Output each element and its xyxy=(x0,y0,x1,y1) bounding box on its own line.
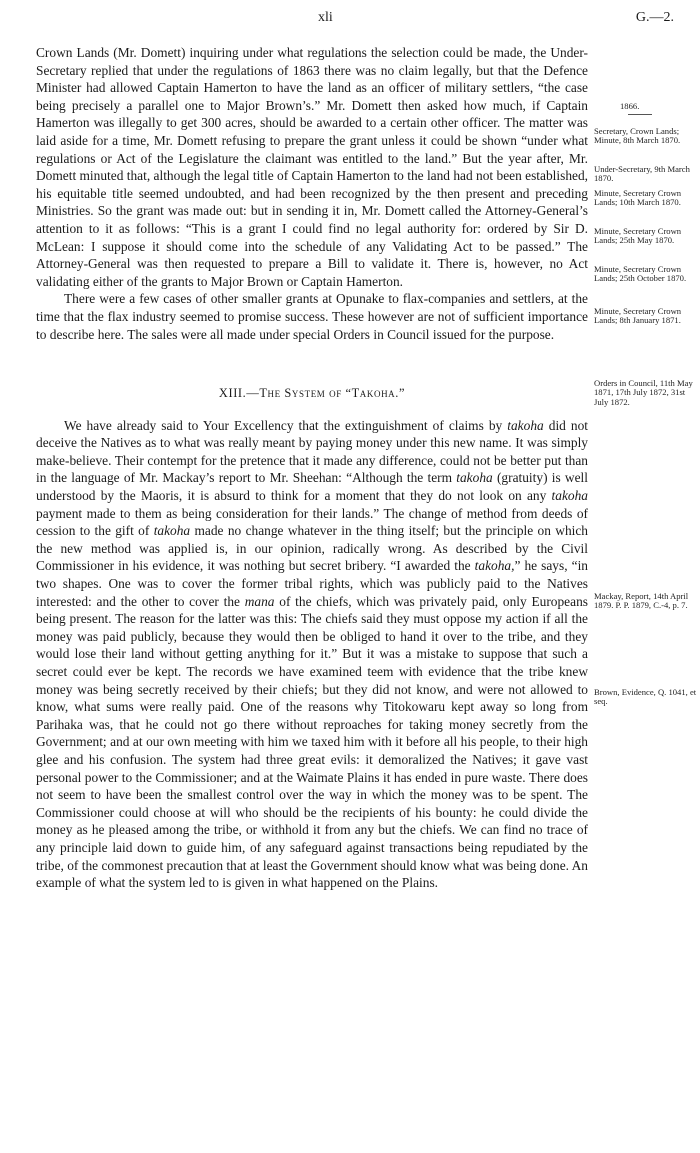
margin-note: Secretary, Crown Lands; Minute, 8th March 1870. xyxy=(594,126,681,146)
margin-note: Minute, Secretary Crown Lands; 25th October 1870. xyxy=(594,264,687,284)
margin-note: Brown, Evidence, Q. 1041, et seq. xyxy=(594,687,697,707)
margin-note: Mackay, Report, 14th April 1879. P. P. 1879, C.-4, p. 7. xyxy=(594,591,689,611)
margin-note: Minute, Secretary Crown Lands; 25th May 1870. xyxy=(594,226,682,246)
section-numeral: XIII.— xyxy=(218,386,260,401)
paragraph-takoha-system: We have already said to Your Excellency that the extinguishment of claims by takoha did not deceive the Natives as to what was really meant by paying money under this new name. It was simply make-believe. Their contempt for the pretence that it made any difference, could not be better put than in the language of Mr. Mackay’s report to Mr. Sheehan: “Although the term takoha (gratuity) is well understood by the Maoris, it is absurd to think for a moment that they do not look on any takoha payment made to them as being consideration for their lands.” The change of method from deeds of cession to the gift of takoha made no change whatever in the thing itself; but the principle on which the new method was applied is, in our opinion, radically wrong. As described by the Civil Commissioner in his evidence, it was nothing but secret bribery. “I awarded the takoha,” he says, “in two shapes. One was to cover the former tribal rights, which was publicly paid to the Natives interested: and the other to cover the mana of the chiefs, which was privately paid, only Europeans being present. The reason for the latter was this: The chiefs said they must oppose my action if all the money was paid publicly, because they would then be obliged to hand it over to the tribe, and they would lose their land without getting anything for it.” But it was a mistake to suppose that such a secret could ever be kept. The records we have examined teem with evidence that the tribe knew money was being secretly received by their chiefs; but they did not know, and were not allowed to know, what sums were really paid. One of the reasons why Titokowaru kept away so long from Parihaka was, that he could not go there without reproaches for taking money secretly from the Government; and at our own meeting with him we taxed him with it before all his people, to their high glee and his confusion. The system had three great evils: it demoralized the Natives; it gave vast personal power to the Commissioner; and at the Waimate Plains it has ended in pure waste. There does not seem to have been the smallest control over the way in which the money was to be spent. The Commissioner could choose at will who should be the recipients of his bounty: he could divide the money as he pleased among the tribe, or withhold it from any but the chiefs. We can find no trace of any principle laid down to guide him, of any safeguard against transactions being repudiated by the tribe, of the commonest precaution that at least the Government should know what was being done. An example of what the system led to is given in what happened on the Plains. xyxy=(36,417,589,891)
margin-note: Orders in Council, 11th May 1871, 17th July 1872, 31st July 1872. xyxy=(594,378,693,407)
paragraph-opunake-grants: There were a few cases of other smaller grants at Opunake to flax-companies and settlers, at the time that the flax industry seemed to promise success. These however are not of sufficient importance to describe here. The sales were all made under special Orders in Council issued for the purpose. xyxy=(36,291,588,342)
margin-note: 1866. xyxy=(620,102,700,115)
margin-note: Minute, Secretary Crown Lands; 10th March 1870. xyxy=(594,188,682,208)
main-text xyxy=(36,44,588,892)
margin-notes xyxy=(594,0,698,1153)
page-number: xli xyxy=(318,10,333,25)
paragraph-hamerton-grant: Crown Lands (Mr. Domett) inquiring under what regulations the selection could be made, the Under-Secretary replied that under the regulations of 1863 there was no claim legally, but that the Defence Minister had allowed Captain Hamerton to have the land as an officer of military settlers, “the case being precisely a parallel one to Major Brown’s.” Mr. Domett then asked how much, if Captain Hamerton was illegally to get 300 acres, should be awarded to a certain other officer. The matter was laid aside for a time, Mr. Domett refusing to prepare the grant unless it could be shown “under what regulations or Act of the Legislature the claimant was entitled to the land.” But the year after, Mr. Domett minuted that, although the legal title of Captain Hamerton to the land had not been established, his equitable title seemed undoubted, and had been recognized by the then present and preceding Ministries. So the grant was made out: but in sending it in, Mr. Domett called the Attorney-General’s attention to it as follows: “This is a grant I could find no legal authority for: ordered by Sir D. McLean: I suppose it should come into the schedule of any Validating Act to be passed.” The Attorney-General was then requested to prepare a Bill to validate it. There is, however, no Act validating either of the grants to Major Brown or Captain Hamerton. xyxy=(36,45,588,289)
paper-reference: G.—2. xyxy=(635,10,674,25)
section-heading xyxy=(36,385,588,403)
margin-note: Minute, Secretary Crown Lands; 8th January 1871. xyxy=(594,306,682,326)
section-title: The System of “Takoha.” xyxy=(259,386,406,401)
margin-note: Under-Secretary, 9th March 1870. xyxy=(594,164,690,184)
